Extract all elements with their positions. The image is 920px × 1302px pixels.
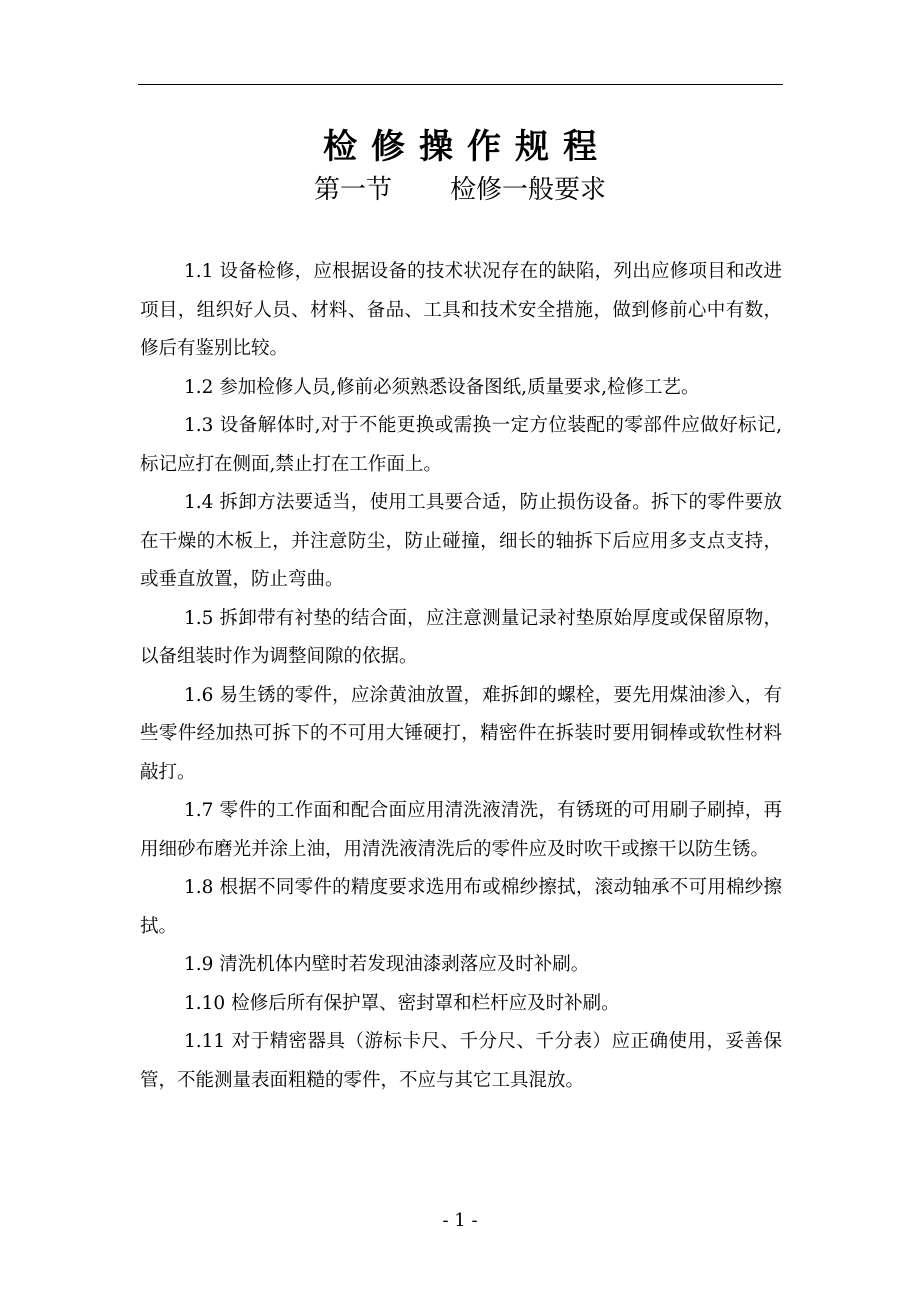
paragraph-1-7: 1.7 零件的工作面和配合面应用清洗液清洗，有锈斑的可用刷子刷掉，再用细砂布磨光并涂上油，用清洗液清洗后的零件应及时吹干或擦干以防生锈。 xyxy=(140,800,782,860)
page-title: 检修操作规程 xyxy=(323,127,611,167)
section-heading xyxy=(0,168,920,212)
paragraph-1-2: 1.2 参加检修人员,修前必须熟悉设备图纸,质量要求,检修工艺。 xyxy=(184,376,700,398)
body-text xyxy=(140,253,782,1100)
page-number: - 1 - xyxy=(442,1210,478,1231)
paragraph-1-11: 1.11 对于精密器具（游标卡尺、千分尺、千分表）应正确使用，妥善保管，不能测量表面粗糙的零件，不应与其它工具混放。 xyxy=(140,1031,782,1091)
section-title: 检修一般要求 xyxy=(450,175,607,205)
header-rule xyxy=(138,84,783,85)
section-number: 第一节 xyxy=(313,175,392,205)
paragraph-1-4: 1.4 拆卸方法要适当，使用工具要合适，防止损伤设备。拆下的零件要放在干燥的木板上，并注意防尘，防止碰撞，细长的轴拆下后应用多支点支持，或垂直放置，防止弯曲。 xyxy=(140,492,782,590)
paragraph-1-6: 1.6 易生锈的零件，应涂黄油放置，难拆卸的螺栓，要先用煤油渗入，有些零件经加热可拆下的不可用大锤硬打，精密件在拆装时要用铜棒或软性材料敲打。 xyxy=(140,684,782,783)
paragraph-1-8: 1.8 根据不同零件的精度要求选用布或棉纱擦拭，滚动轴承不可用棉纱擦拭。 xyxy=(140,877,782,937)
paragraph-1-5: 1.5 拆卸带有衬垫的结合面，应注意测量记录衬垫原始厚度或保留原物，以备组装时作为调整间隙的依据。 xyxy=(140,607,782,667)
paragraph-1-9: 1.9 清洗机体内壁时若发现油漆剥落应及时补刷。 xyxy=(184,954,590,975)
paragraph-1-3: 1.3 设备解体时,对于不能更换或需换一定方位装配的零部件应做好标记,标记应打在侧面,禁止打在工作面上。 xyxy=(140,415,782,475)
paragraph-1-10: 1.10 检修后所有保护罩、密封罩和栏杆应及时补刷。 xyxy=(184,992,620,1014)
paragraph-1-1: 1.1 设备检修，应根据设备的技术状况存在的缺陷，列出应修项目和改进项目，组织好人员、材料、备品、工具和技术安全措施，做到修前心中有数，修后有鉴别比较。 xyxy=(140,261,782,359)
